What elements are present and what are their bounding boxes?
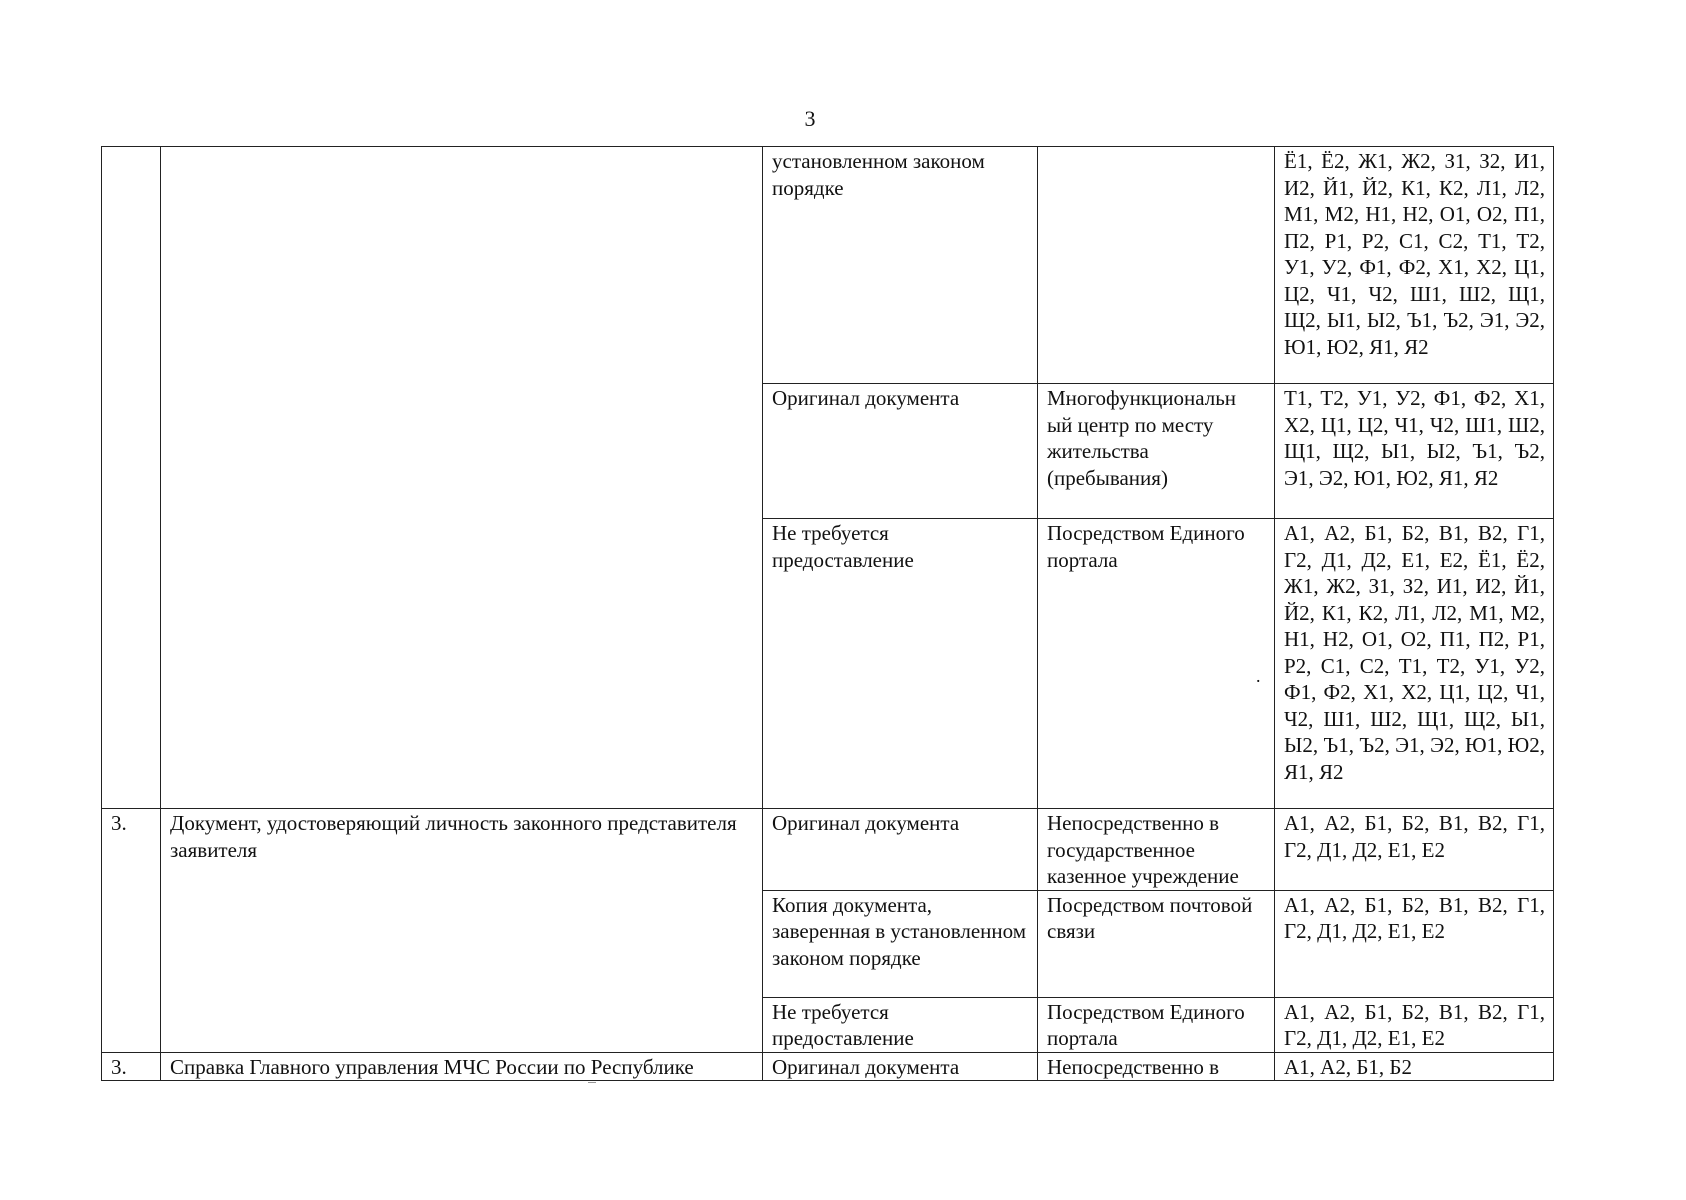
- method-cell: [1038, 147, 1275, 384]
- form-cell: установленном законом порядке: [763, 147, 1038, 384]
- form-cell: Оригинал документа: [763, 809, 1038, 891]
- method-cell: Непосредственно в государственное казенное учреждение: [1038, 809, 1275, 891]
- row-number-cell: [102, 147, 161, 809]
- codes-cell: А1, А2, Б1, Б2, В1, В2, Г1, Г2, Д1, Д2, Е1, Е2: [1275, 997, 1554, 1052]
- row-number-cell: 3.: [102, 809, 161, 1053]
- form-cell: Копия документа, заверенная в установленном законом порядке: [763, 890, 1038, 997]
- codes-cell: Т1, Т2, У1, У2, Ф1, Ф2, Х1, Х2, Ц1, Ц2, Ч1, Ч2, Ш1, Ш2, Щ1, Щ2, Ы1, Ы2, Ъ1, Ъ2, Э1, Э2, Ю1, Ю2, Я1, Я2: [1275, 384, 1554, 519]
- documents-table: [101, 146, 1554, 1081]
- row-number-cell: 3.: [102, 1052, 161, 1081]
- form-cell: Не требуется предоставление: [763, 519, 1038, 809]
- table-row: [102, 147, 1554, 384]
- document-name-cell: Документ, удостоверяющий личность законного представителя заявителя: [161, 809, 763, 1053]
- method-cell: Посредством почтовой связи: [1038, 890, 1275, 997]
- stray-dot-mark: .: [1256, 666, 1261, 686]
- document-name-cell: [161, 147, 763, 809]
- codes-cell: А1, А2, Б1, Б2: [1275, 1052, 1554, 1081]
- codes-cell: Ё1, Ё2, Ж1, Ж2, З1, З2, И1, И2, Й1, Й2, К1, К2, Л1, Л2, М1, М2, Н1, Н2, О1, О2, П1, П2, Р1, Р2, С1, С2, Т1, Т2, У1, У2, Ф1, Ф2, Х1, Х2, Ц1, Ц2, Ч1, Ч2, Ш1, Ш2, Щ1, Щ2, Ы1, Ы2, Ъ1, Ъ2, Э1, Э2, Ю1, Ю2, Я1, Я2: [1275, 147, 1554, 384]
- codes-cell: А1, А2, Б1, Б2, В1, В2, Г1, Г2, Д1, Д2, Е1, Е2: [1275, 809, 1554, 891]
- method-cell: Непосредственно в: [1038, 1052, 1275, 1081]
- method-cell: Посредством Единого портала: [1038, 519, 1275, 809]
- codes-cell: А1, А2, Б1, Б2, В1, В2, Г1, Г2, Д1, Д2, Е1, Е2: [1275, 890, 1554, 997]
- form-cell: Оригинал документа: [763, 1052, 1038, 1081]
- method-cell: Многофункциональн ый центр по месту жительства (пребывания): [1038, 384, 1275, 519]
- document-name-cell: Справка Главного управления МЧС России по Республике: [161, 1052, 763, 1081]
- codes-cell: А1, А2, Б1, Б2, В1, В2, Г1, Г2, Д1, Д2, Е1, Е2, Ё1, Ё2, Ж1, Ж2, З1, З2, И1, И2, Й1, Й2, К1, К2, Л1, Л2, М1, М2, Н1, Н2, О1, О2, П1, П2, Р1, Р2, С1, С2, Т1, Т2, У1, У2, Ф1, Ф2, Х1, Х2, Ц1, Ц2, Ч1, Ч2, Ш1, Ш2, Щ1, Щ2, Ы1, Ы2, Ъ1, Ъ2, Э1, Э2, Ю1, Ю2, Я1, Я2: [1275, 519, 1554, 809]
- method-cell: Посредством Единого портала: [1038, 997, 1275, 1052]
- page-number: 3: [804, 106, 816, 131]
- form-cell: Оригинал документа: [763, 384, 1038, 519]
- form-cell: Не требуется предоставление: [763, 997, 1038, 1052]
- scan-artifact-mark: [588, 1082, 596, 1083]
- table-row: [102, 1052, 1554, 1081]
- table-row: [102, 809, 1554, 891]
